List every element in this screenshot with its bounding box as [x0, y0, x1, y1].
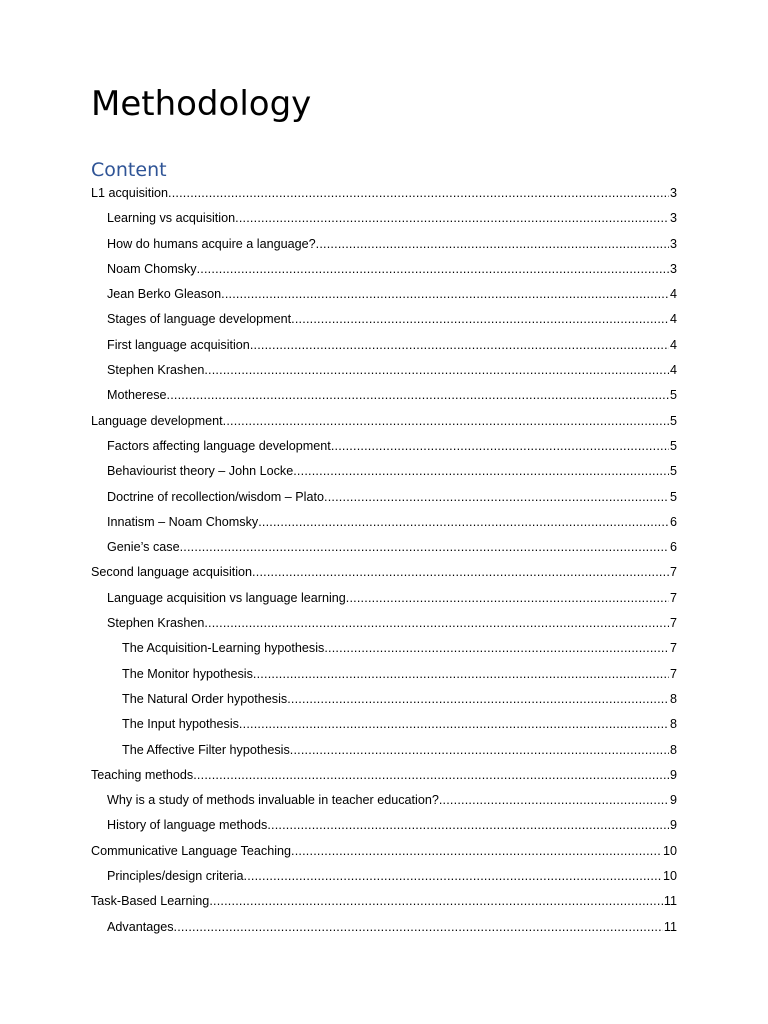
toc-entry[interactable]: [91, 813, 677, 838]
toc-entry-title[interactable]: Stephen Krashen: [107, 616, 205, 631]
toc-page-number: 7: [669, 616, 677, 631]
toc-page-number: 3: [669, 261, 677, 276]
toc-dot-leader: [204, 358, 669, 383]
toc-dot-leader: [346, 586, 669, 611]
toc-entry-title[interactable]: Principles/design criteria: [107, 869, 244, 884]
toc-entry[interactable]: [91, 485, 677, 510]
toc-entry-title[interactable]: Language acquisition vs language learning: [107, 590, 346, 605]
toc-entry[interactable]: [91, 788, 677, 813]
toc-entry[interactable]: [91, 282, 677, 307]
toc-entry-title[interactable]: Stages of language development: [107, 312, 292, 327]
toc-entry[interactable]: [91, 510, 677, 535]
toc-page-number: 4: [669, 287, 677, 302]
toc-entry-title[interactable]: Stephen Krashen: [107, 363, 205, 378]
toc-page-number: 11: [663, 919, 677, 934]
toc-page-number: 7: [669, 641, 677, 656]
toc-page-number: 9: [669, 793, 677, 808]
toc-entry[interactable]: [91, 459, 677, 484]
toc-dot-leader: [244, 864, 662, 889]
toc-entry-title[interactable]: Second language acquisition: [91, 565, 253, 580]
toc-page-number: 8: [669, 717, 677, 732]
toc-entry[interactable]: [91, 383, 677, 408]
toc-dot-leader: [221, 282, 669, 307]
toc-page-number: 9: [669, 818, 677, 833]
toc-entry[interactable]: [91, 257, 677, 282]
toc-entry-title[interactable]: The Monitor hypothesis: [122, 666, 253, 681]
toc-dot-leader: [316, 232, 669, 257]
toc-page-number: 9: [669, 767, 677, 782]
toc-entry[interactable]: [91, 535, 677, 560]
toc-entry[interactable]: [91, 560, 677, 585]
toc-dot-leader: [291, 307, 669, 332]
toc-dot-leader: [324, 485, 669, 510]
toc-page-number: 5: [669, 438, 677, 453]
toc-dot-leader: [193, 763, 669, 788]
toc-entry[interactable]: [91, 181, 677, 206]
toc-page-number: 3: [669, 186, 677, 200]
toc-entry[interactable]: [91, 763, 677, 788]
toc-entry-title[interactable]: History of language methods: [107, 818, 268, 833]
toc-page-number: 7: [669, 666, 677, 681]
toc-dot-leader: [258, 510, 669, 535]
toc-dot-leader: [267, 813, 669, 838]
toc-entry-title[interactable]: The Affective Filter hypothesis: [122, 742, 290, 757]
toc-entry-title[interactable]: Jean Berko Gleason: [107, 287, 222, 302]
toc-page-number: 5: [669, 464, 677, 479]
toc-dot-leader: [174, 915, 663, 940]
toc-entry-title[interactable]: Language development: [91, 413, 223, 428]
toc-dot-leader: [167, 383, 669, 408]
toc-entry[interactable]: [91, 687, 677, 712]
table-of-contents: [91, 181, 677, 940]
toc-heading: Content: [91, 159, 167, 181]
toc-page-number: 5: [669, 413, 677, 428]
toc-entry-title[interactable]: Genie’s case: [107, 540, 180, 555]
toc-page-number: 8: [669, 742, 677, 757]
toc-dot-leader: [197, 257, 669, 282]
toc-entry-title[interactable]: Motherese: [107, 388, 167, 403]
toc-dot-leader: [287, 687, 669, 712]
toc-page-number: 7: [669, 565, 677, 580]
toc-page-number: 4: [669, 312, 677, 327]
toc-page-number: 10: [662, 869, 677, 884]
toc-entry[interactable]: [91, 358, 677, 383]
toc-entry[interactable]: [91, 712, 677, 737]
toc-entry[interactable]: [91, 636, 677, 661]
toc-page-number: 3: [669, 236, 677, 251]
toc-dot-leader: [209, 889, 663, 914]
toc-entry[interactable]: [91, 206, 677, 231]
toc-entry-title[interactable]: Noam Chomsky: [107, 261, 197, 276]
toc-entry-title[interactable]: The Natural Order hypothesis: [122, 691, 288, 706]
toc-entry-title[interactable]: Doctrine of recollection/wisdom – Plato: [107, 489, 324, 504]
toc-entry-title[interactable]: The Acquisition-Learning hypothesis: [122, 641, 325, 656]
toc-dot-leader: [291, 839, 662, 864]
toc-dot-leader: [439, 788, 669, 813]
toc-entry-title[interactable]: Learning vs acquisition: [107, 211, 236, 226]
toc-dot-leader: [252, 560, 669, 585]
toc-entry-title[interactable]: First language acquisition: [107, 337, 250, 352]
toc-page-number: 4: [669, 337, 677, 352]
toc-entry[interactable]: [91, 889, 677, 914]
toc-dot-leader: [235, 206, 669, 231]
toc-entry[interactable]: [91, 434, 677, 459]
toc-dot-leader: [250, 333, 669, 358]
toc-entry-title[interactable]: Task-Based Learning: [91, 894, 210, 909]
toc-entry-title[interactable]: How do humans acquire a language?: [107, 236, 316, 251]
toc-dot-leader: [331, 434, 669, 459]
toc-page-number: 10: [662, 843, 677, 858]
toc-entry[interactable]: [91, 611, 677, 636]
toc-page-number: 6: [669, 540, 677, 555]
toc-entry-title[interactable]: L1 acquisition: [91, 186, 169, 200]
toc-dot-leader: [204, 611, 669, 636]
toc-entry-title[interactable]: Advantages: [107, 919, 174, 934]
toc-page-number: 5: [669, 388, 677, 403]
toc-dot-leader: [239, 712, 669, 737]
toc-entry-title[interactable]: Communicative Language Teaching: [91, 843, 291, 858]
toc-dot-leader: [290, 738, 669, 763]
toc-page-number: 7: [669, 590, 677, 605]
toc-entry-title[interactable]: Why is a study of methods invaluable in teacher education?: [107, 793, 439, 808]
toc-page-number: 4: [669, 363, 677, 378]
toc-dot-leader: [180, 535, 669, 560]
toc-entry[interactable]: [91, 409, 677, 434]
toc-entry[interactable]: [91, 333, 677, 358]
toc-entry[interactable]: [91, 738, 677, 763]
toc-dot-leader: [253, 662, 669, 687]
toc-entry-title[interactable]: Factors affecting language development: [107, 438, 331, 453]
toc-page-number: 5: [669, 489, 677, 504]
toc-dot-leader: [293, 459, 669, 484]
toc-page-number: 11: [663, 894, 677, 909]
toc-dot-leader: [168, 181, 669, 206]
toc-entry-title[interactable]: Behaviourist theory – John Locke: [107, 464, 294, 479]
toc-entry-title[interactable]: Innatism – Noam Chomsky: [107, 514, 259, 529]
toc-entry-title[interactable]: Teaching methods: [91, 767, 194, 782]
toc-entry[interactable]: [91, 662, 677, 687]
toc-page-number: 3: [669, 211, 677, 226]
toc-entry[interactable]: [91, 307, 677, 332]
toc-entry[interactable]: [91, 864, 677, 889]
toc-page-number: 8: [669, 691, 677, 706]
toc-dot-leader: [223, 409, 669, 434]
toc-entry[interactable]: [91, 232, 677, 257]
toc-entry[interactable]: [91, 586, 677, 611]
toc-dot-leader: [324, 636, 669, 661]
toc-page-number: 6: [669, 514, 677, 529]
document-title: Methodology: [91, 84, 312, 124]
toc-entry[interactable]: [91, 915, 677, 940]
toc-entry[interactable]: [91, 839, 677, 864]
toc-entry-title[interactable]: The Input hypothesis: [122, 717, 239, 732]
